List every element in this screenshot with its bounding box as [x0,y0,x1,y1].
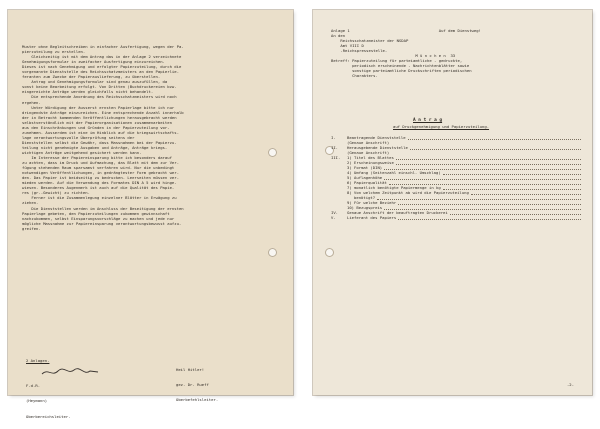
sign-block [176,357,218,413]
letter-line: Unter Würdigung der äusserst ernsten Papierlage bitte ich nur [22,104,175,110]
field-label: (Genaue Anschrift) [347,150,390,155]
fill-in-line [450,210,581,215]
letter-line: wiesen. Besonderes Augenmerk ist auch auf die Qualität des Papie- [22,185,175,191]
letter-line: Die Dienststellen werden im Anschluss der Beseitigung der ernsten [22,205,184,211]
letter-line: fügung stehenden Raum sparsamst verfahren wird. Nur die unbedingt [22,165,175,171]
punch-hole [325,248,334,257]
closing-block [26,348,71,429]
header-line: sonstige parteiamtliche Druckschriften periodischen [331,68,472,74]
field-number: I. [331,135,336,140]
enclosures-line: 2 Anlagen. [26,358,50,364]
form-title: A n t r a g [413,118,443,123]
punch-hole [268,248,277,257]
fill-in-line [377,195,581,200]
field-label: 4) Umfang (Seitenzahl einschl. Umschlag) [347,170,441,175]
fill-in-line [384,175,581,180]
header-line: Anlage 1 Auf dem Dienstweg! [331,28,481,33]
letter-line: Antrag und Genehmigungsformular sind genau auszufüllen, da [22,79,168,85]
letter-line: mögliche Massnahme zur Papiereinsparung verantwortungsbewusst aufzu- [22,220,182,226]
header-line: M ü n c h e n 33 [331,53,456,59]
fill-in-line [384,165,581,170]
page-number: -2- [566,381,574,387]
letter-line: eingereichte Anträge werden gleichfalls nicht behandelt. [22,89,154,95]
field-label: benötigt? [347,195,376,200]
fill-in-line [443,185,581,190]
fill-in-line [408,135,581,140]
signed-name: gez. Dr. Rueff [176,382,209,388]
letter-line: Genehmigungsformular in zweifacher Ausfertigung einzureichen. [22,59,165,65]
header-line: periodisch erscheinende - Nachrichtenblätter sowie [331,63,470,69]
fill-in-line [398,215,581,220]
field-label: 9) Für welche Beziehr [347,200,397,205]
letter-line: Ferner ist die Zusammenlegung einzelner Blätter in Erwägung zu [22,195,177,201]
field-label: Herausgebende Dienststelle [347,145,408,150]
letter-line: nachzukommen, selbst Einsparungsvorschläge zu machen und jede nur [22,215,175,221]
letter-line: Dienststellen selbst die Gewähr, dass Massnahmen bei der Papierzu- [22,139,177,145]
header-line: An den [331,33,346,39]
form-header [331,28,581,78]
form-subtitle: auf Druckgenehmigung und Papierzuteilung. [393,124,490,129]
letter-line: zu achten, dass im Druck und Aufmachung, das Blatt mit dem zur Ver- [22,160,179,166]
letter-line: ziehen. [22,200,39,206]
field-number: V. [331,215,336,220]
field-label: 6) Papierqualität [347,180,387,185]
letter-line: Papierlage gebeten, den Papierzuteilungen zukommen gewinnschaft [22,210,170,216]
fill-in-line [396,155,581,160]
letter-line: dringendste Anträge einzureichen. Eine entsprechende Anzahl innerhalb [22,109,184,115]
field-number: III. [331,155,341,160]
letter-line: wichtigen Anträge weitgehend gesichert werden kann. [22,149,142,155]
field-number: IV. [331,210,339,215]
letter-line: den. Das Papier ist beidseitig zu bedrucken. Leerseiten müssen ver- [22,175,179,181]
left-document-page [8,10,293,419]
field-number: II. [331,145,339,150]
letter-line: lage verantwortungsvolle Überprüfung seitens der [22,134,135,140]
signer-title: Oberbereichsleiter. [26,413,71,419]
letter-line: res (gr.-Gewicht) zu richten. [22,190,90,196]
header-line: Reichsschatzmeister der NSDAP [331,38,409,44]
letter-line: selbstverständlich mit der Papierorganisationen zusammenarbeiten [22,119,172,125]
form-field-row [331,215,581,220]
fill-in-line [384,205,581,210]
letter-line: notwendigen Veröffentlichungen, in gedrängtester Form gebracht wer- [22,170,179,176]
fill-in-line [389,180,581,185]
letter-line: ergehen. [22,99,41,105]
field-label: 2) Erscheinungsweise [347,160,394,165]
field-label: Beantragende Dienststelle [347,135,406,140]
fill-in-line [443,170,581,175]
header-line: Charakters. [331,73,378,79]
letter-line: mieden werden. Auf die Verwendung des Formates DIN A 5 wird hinge- [22,180,177,186]
letter-line: Dieses ist nach Genehmigung und erfolgter Papierzuteilung, durch die [22,64,182,70]
letter-body [22,44,284,231]
letter-line: sonst keine Bearbeitung erfolgt. Von Dritten (Buchdruckereien bzw. [22,84,177,90]
header-line: -Reichspressestelle- [331,48,388,54]
fill-in-line [398,200,581,205]
field-label: 7) monatlich benötigte Papiermenge in kg [347,185,441,190]
field-label: 8) Von welchem Zeitpunkt ab wird die Papierzuteilung [347,190,469,195]
letter-line: zunehmen. Ausserdem ist eine im Hinblick auf die kriegswirtschafts- [22,129,179,135]
letter-line: feranten zum Zwecke der Papierauslieferung, zu überstellen. [22,74,161,80]
header-line: Betreff: Papierzuteilung für parteiamtliche - gedruckte, [331,58,463,64]
signer-name: (Heymann) [26,398,48,404]
field-label: 5) Auflagenhöhe [347,175,383,180]
letter-line: vorgenannte Dienststelle des Reichsschatzmeisters an den Papierlie- [22,69,179,75]
field-label: 10) Bezugspreis [347,205,383,210]
letter-line: Die entsprechende Anordnung des Reichsschatzmeisters wird noch [22,94,177,100]
letter-line: Im Interesse der Papiereinsparung bitte ich besonders darauf [22,155,172,161]
letter-line: pierzuteilung zu erstellen. [22,49,86,55]
field-label: (Genaue Anschrift) [347,140,390,145]
letter-line: der in Betracht kommenden Veröffentlichungen herausgebracht werden [22,114,177,120]
letter-line: Gleichzeitig ist mit dem Antrag das in der Anlage 2 verzeichnete [22,54,182,60]
handwritten-signature [40,366,100,378]
fill-in-line [410,145,581,150]
form-fields [331,135,581,220]
fill-in-line [396,160,581,165]
salutation: Heil Hitler! [176,367,205,373]
field-label: 3) Format (DIN) [347,165,383,170]
fdr-line: F.d.R. [26,383,41,389]
letter-line: greifen. [22,225,41,231]
signed-title: Oberbefehlsleiter. [176,397,219,403]
field-label: Genaue Anschrift der beauftragten Druckerei [347,210,448,215]
field-label: 1) Titel des Blattes [347,155,394,160]
header-line: Amt VIII D [331,43,364,49]
letter-line: aus den Einschränkungen und Gründen in der Papierzuteilung vor- [22,124,170,130]
letter-line: teilung nicht genehmigte Ausgaben und Anträge, Anträge kriegs- [22,144,168,150]
fill-in-line [471,190,581,195]
letter-line: Muster ohne Begleitschreiben in einfacher Ausfertigung, wegen der Pa- [22,44,184,49]
field-label: Lieferant des Papiers [347,215,397,220]
right-document-page [313,10,592,395]
